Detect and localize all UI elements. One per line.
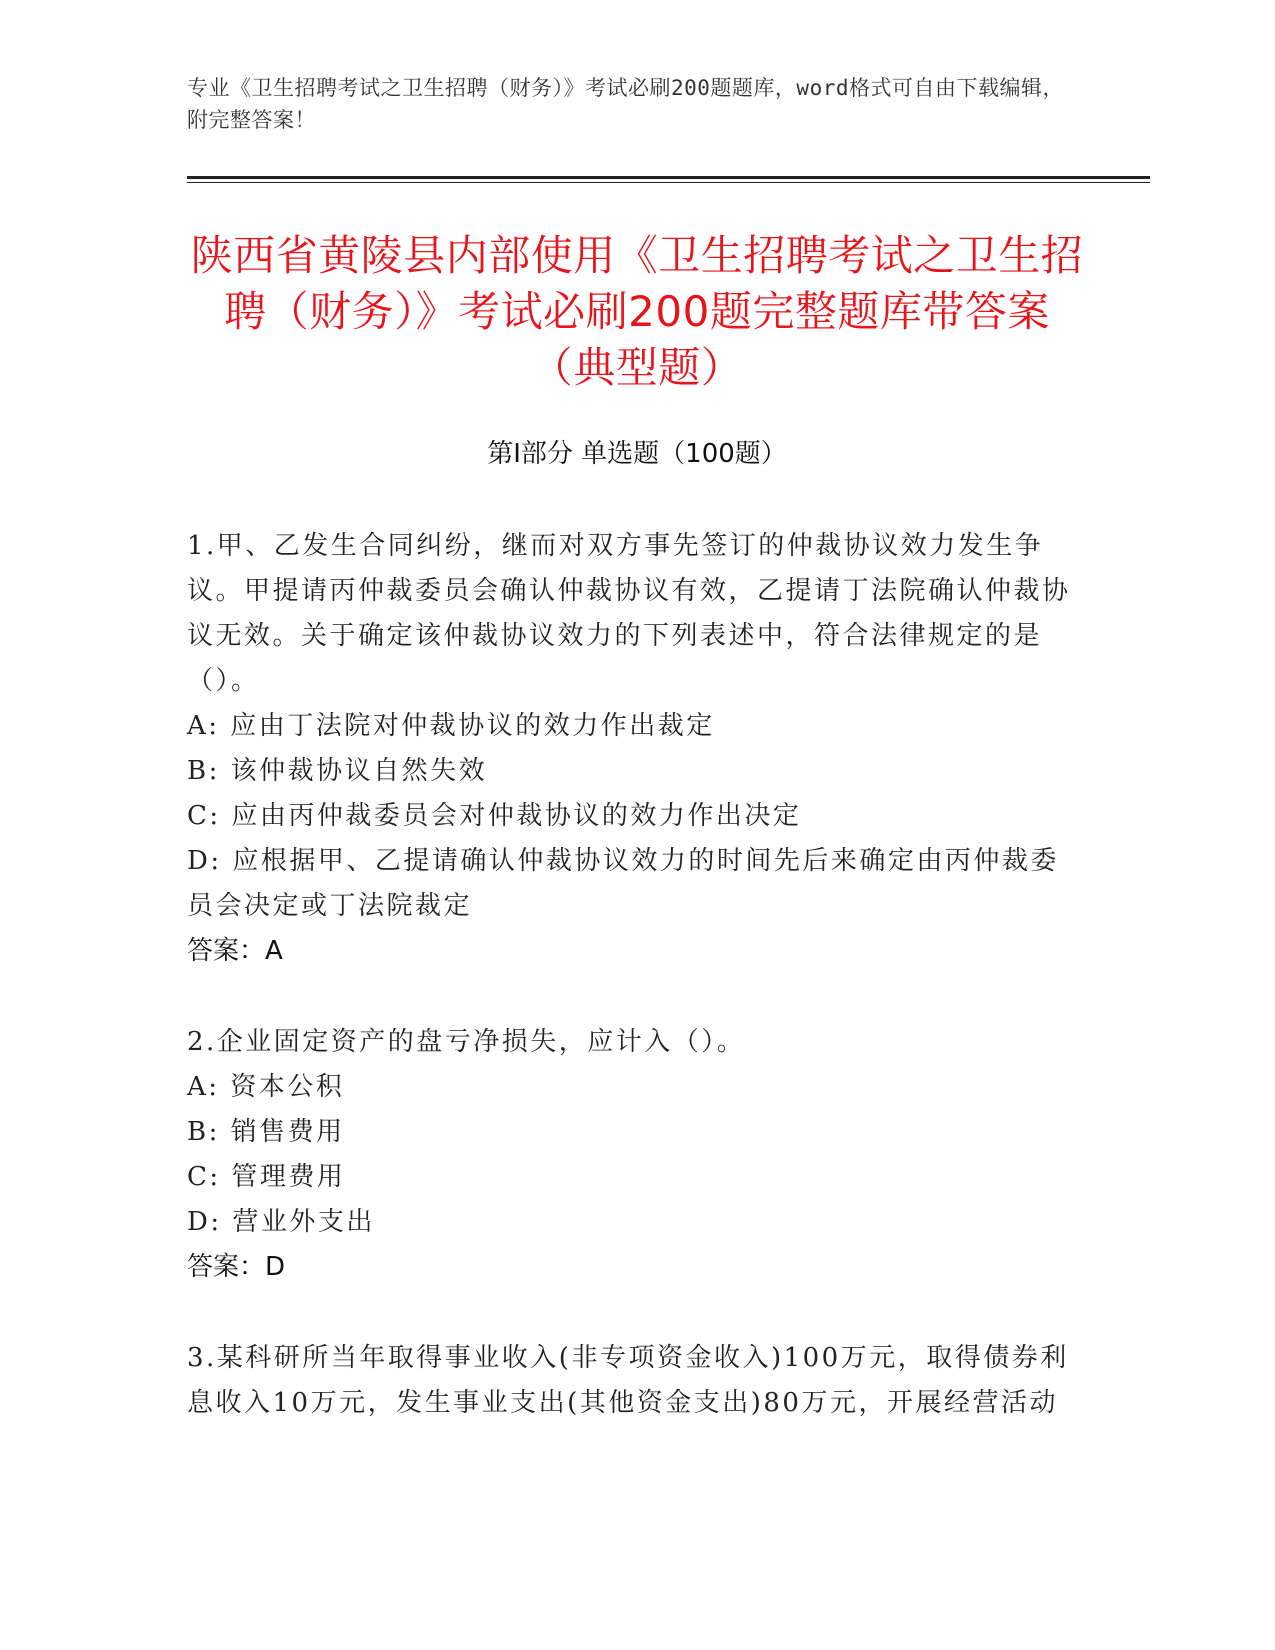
question-3	[187, 1336, 1087, 1426]
question-1	[187, 524, 1087, 974]
section-title: 第Ⅰ部分 单选题（100题）	[487, 439, 787, 469]
option-c: C: 管理费用	[187, 1162, 346, 1192]
answer: 答案：A	[187, 936, 283, 966]
option-a: A: 应由丁法院对仲裁协议的效力作出裁定	[187, 711, 715, 741]
header-rule-thick	[187, 176, 1150, 179]
question-2	[187, 1020, 1087, 1290]
option-b: B: 销售费用	[187, 1117, 345, 1147]
answer: 答案：D	[187, 1252, 286, 1282]
question-stem: 1.甲、乙发生合同纠纷，继而对双方事先签订的仲裁协议效力发生争议。甲提请丙仲裁委员会确认仲裁协议有效，乙提请丁法院确认仲裁协议无效。关于确定该仲裁协议效力的下列表述中，符合法律规定的是（）。	[187, 531, 1071, 696]
option-b: B: 该仲裁协议自然失效	[187, 756, 488, 786]
header-rule-thin	[187, 182, 1150, 183]
question-list	[187, 524, 1087, 1472]
document-title: 陕西省黄陵县内部使用《卫生招聘考试之卫生招聘（财务）》考试必刷200题完整题库带答案（典型题）	[190, 231, 1084, 392]
option-d: D: 应根据甲、乙提请确认仲裁协议效力的时间先后来确定由丙仲裁委员会决定或丁法院裁定	[187, 846, 1059, 921]
question-stem: 3.某科研所当年取得事业收入(非专项资金收入)100万元，取得债券利息收入10万元，发生事业支出(其他资金支出)80万元，开展经营活动	[187, 1343, 1069, 1418]
question-stem: 2.企业固定资产的盘亏净损失，应计入（）。	[187, 1027, 746, 1057]
header-note: 专业《卫生招聘考试之卫生招聘（财务）》考试必刷200题题库，word格式可自由下载编辑，附完整答案！	[187, 76, 1064, 132]
option-a: A: 资本公积	[187, 1072, 345, 1102]
option-c: C: 应由丙仲裁委员会对仲裁协议的效力作出决定	[187, 801, 802, 831]
option-d: D: 营业外支出	[187, 1207, 375, 1237]
